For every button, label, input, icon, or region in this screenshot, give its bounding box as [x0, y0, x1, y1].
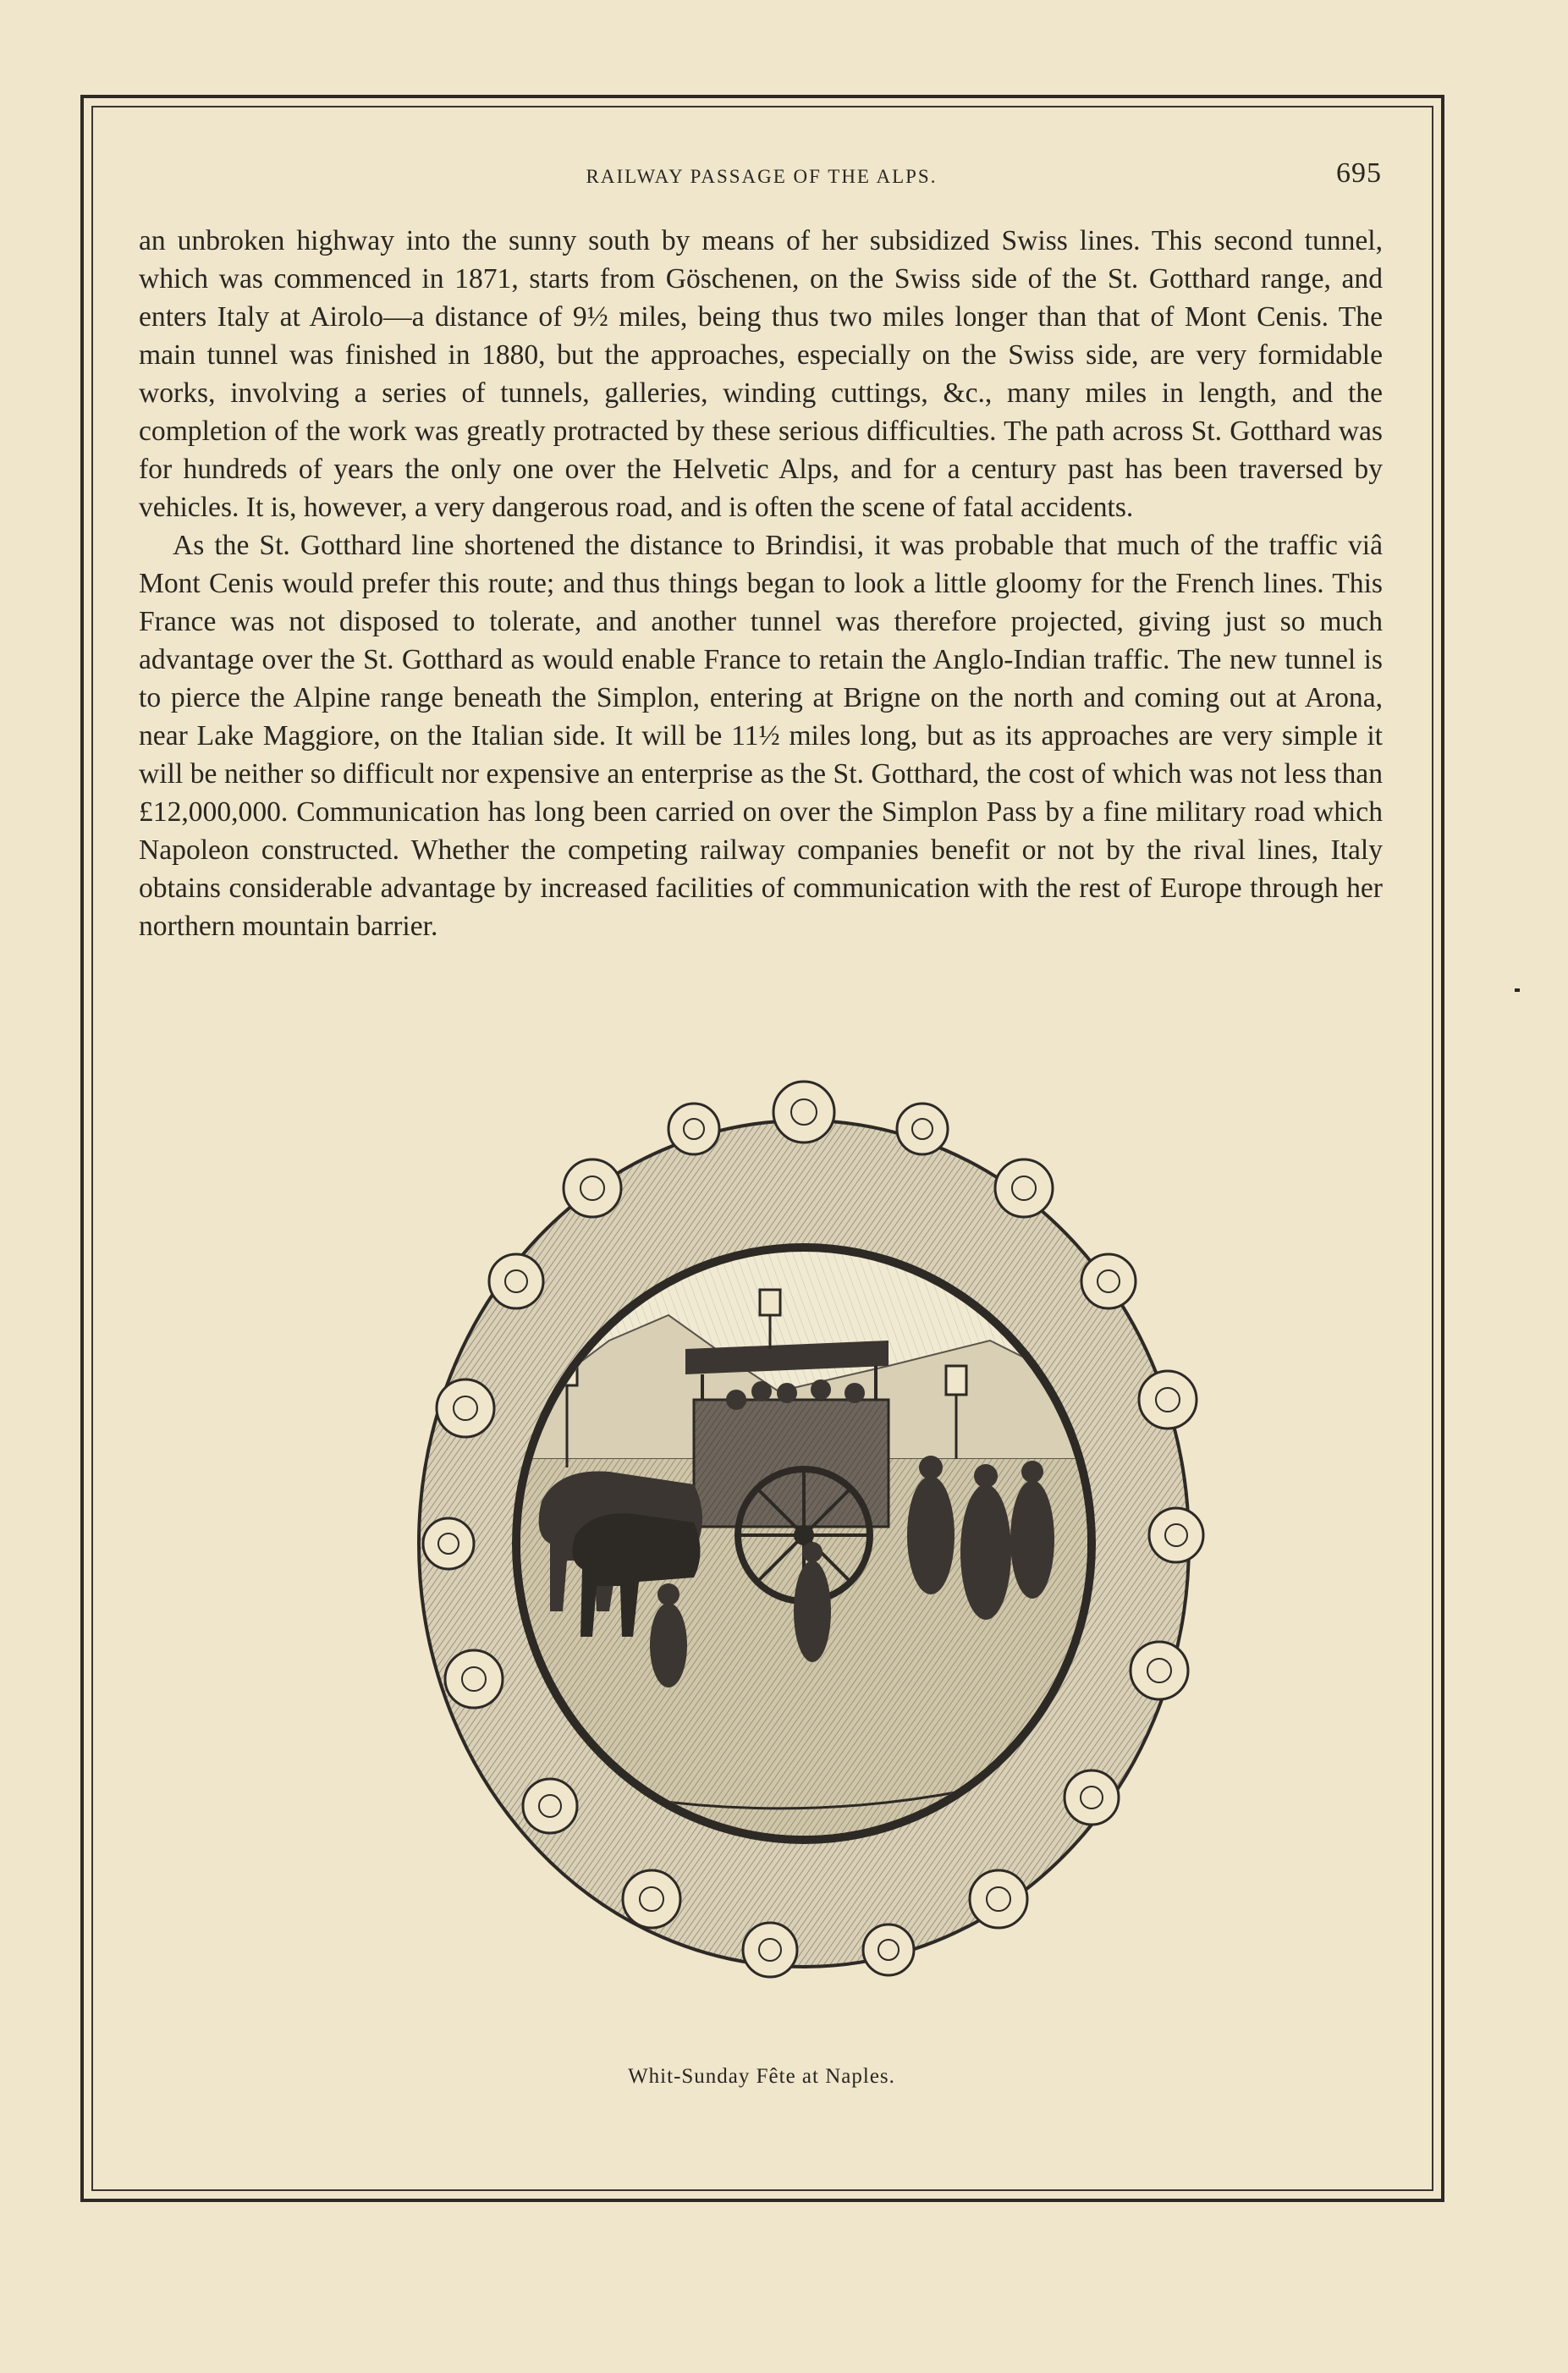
- engraving-svg: [415, 1061, 1244, 2026]
- engraving-illustration: [415, 1061, 1244, 2026]
- body-text: [139, 222, 1383, 945]
- paragraph-2: As the St. Gotthard line shortened the distance to Brindisi, it was probable that much of the traffic viâ Mont Cenis would prefer this route; and thus things began to look a little gloomy for the French lines. This France was not disposed to tolerate, and another tunnel was therefore projected, giving just so much advantage over the St. Gotthard as would enable France to retain the Anglo-Indian traffic. The new tunnel is to pierce the Alpine range beneath the Simplon, entering at Brigne on the north and coming out at Arona, near Lake Maggiore, on the Italian side. It will be 11½ miles long, but as its approaches are very simple it will be neither so difficult nor expensive an enterprise as the St. Gotthard, the cost of which was not less than £12,000,000. Communication has long been carried on over the Simplon Pass by a fine military road which Napoleon constructed. Whether the competing railway companies benefit or not by the rival lines, Italy obtains considerable advantage by increased facilities of communication with the rest of Europe through her northern mountain barrier.: [139, 530, 1383, 942]
- page-number: 695: [1336, 157, 1382, 189]
- figure-caption: Whit-Sunday Fête at Naples.: [628, 2065, 895, 2088]
- print-speck: [1515, 988, 1520, 992]
- paragraph-1: an unbroken highway into the sunny south by means of her subsidized Swiss lines. This second tunnel, which was commenced in 1871, starts from Göschenen, on the Swiss side of the St. Gotthard range, and enters Italy at Airolo—a distance of 9½ miles, being thus two miles longer than that of Mont Cenis. The main tunnel was finished in 1880, but the approaches, especially on the Swiss side, are very formidable works, involving a series of tunnels, galleries, winding cuttings, &c., many miles in length, and the completion of the work was greatly protracted by these serious difficulties. The path across St. Gotthard was for hundreds of years the only one over the Helvetic Alps, and for a century past has been traversed by vehicles. It is, however, a very dangerous road, and is often the scene of fatal accidents.: [139, 225, 1383, 523]
- running-title: RAILWAY PASSAGE OF THE ALPS.: [586, 166, 938, 187]
